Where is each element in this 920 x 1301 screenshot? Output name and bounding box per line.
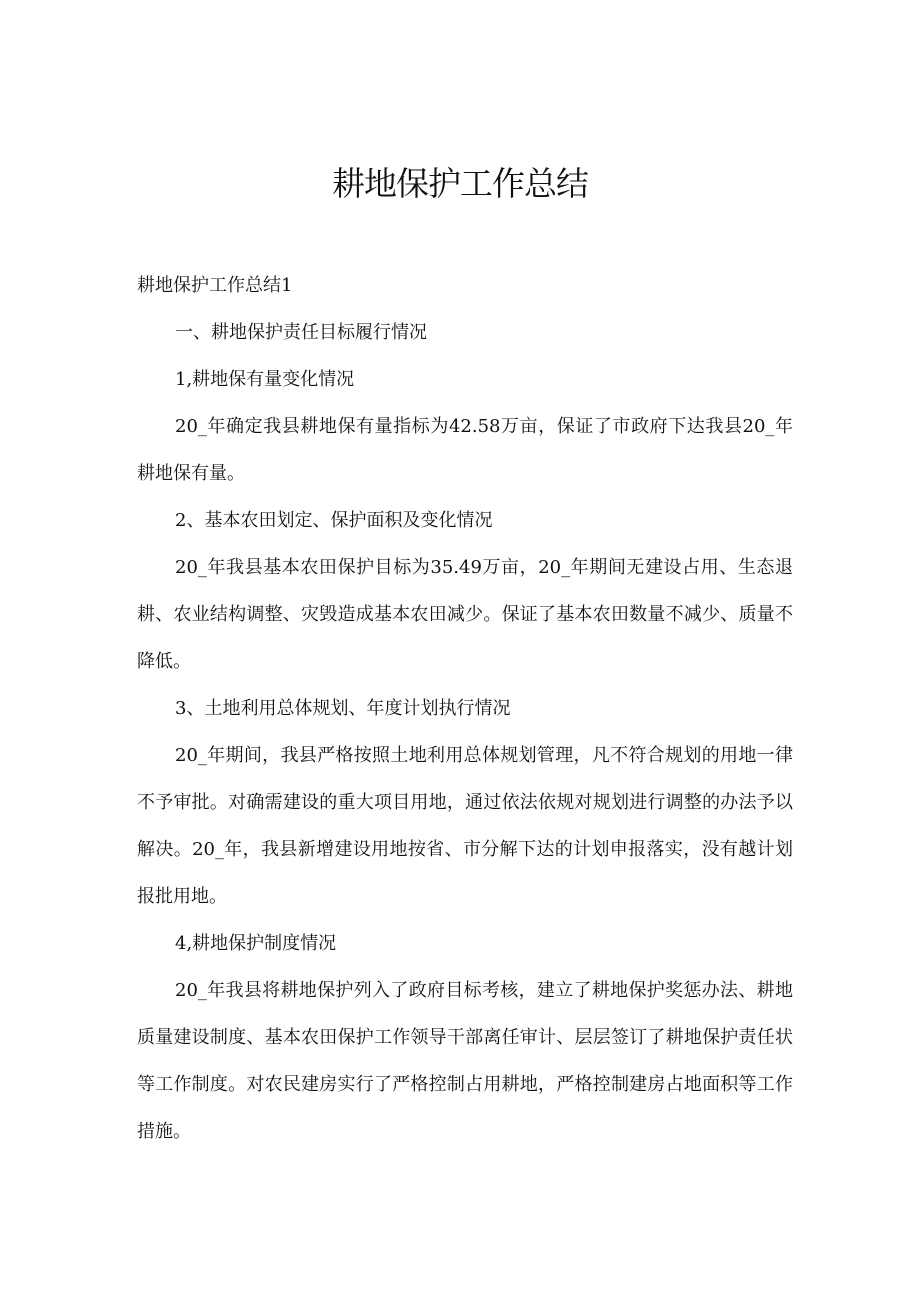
paragraph-protection-system: 20_年我县将耕地保护列入了政府目标考核，建立了耕地保护奖惩办法、耕地质量建设制度、基本农田保护工作领导干部离任审计、层层签订了耕地保护责任状等工作制度。对农民建房实行了严格控制占用耕地，严格控制建房占地面积等工作措施。 bbox=[137, 980, 793, 1142]
subheading-basic-farmland: 2、基本农田划定、保护面积及变化情况 bbox=[175, 510, 493, 531]
paragraph-basic-farmland: 20_年我县基本农田保护目标为35.49万亩，20_年期间无建设占用、生态退耕、农业结构调整、灾毁造成基本农田减少。保证了基本农田数量不减少、质量不降低。 bbox=[137, 557, 793, 672]
section-title: 耕地保护工作总结1 bbox=[137, 275, 293, 296]
subheading-protection-system: 4,耕地保护制度情况 bbox=[175, 933, 337, 954]
heading-responsibility: 一、耕地保护责任目标履行情况 bbox=[175, 322, 427, 343]
paragraph-land-planning: 20_年期间，我县严格按照土地利用总体规划管理，凡不符合规划的用地一律不予审批。对确需建设的重大项目用地，通过依法依规对规划进行调整的办法予以解决。20_年，我县新增建设用地按省、市分解下达的计划申报落实，没有越计划报批用地。 bbox=[137, 745, 793, 907]
paragraph-farmland-change: 20_年确定我县耕地保有量指标为42.58万亩，保证了市政府下达我县20_年耕地保有量。 bbox=[137, 416, 793, 484]
document-title: 耕地保护工作总结 bbox=[332, 164, 588, 203]
subheading-land-planning: 3、土地利用总体规划、年度计划执行情况 bbox=[175, 698, 511, 719]
subheading-farmland-change: 1,耕地保有量变化情况 bbox=[175, 369, 355, 390]
document-body bbox=[137, 262, 793, 1155]
